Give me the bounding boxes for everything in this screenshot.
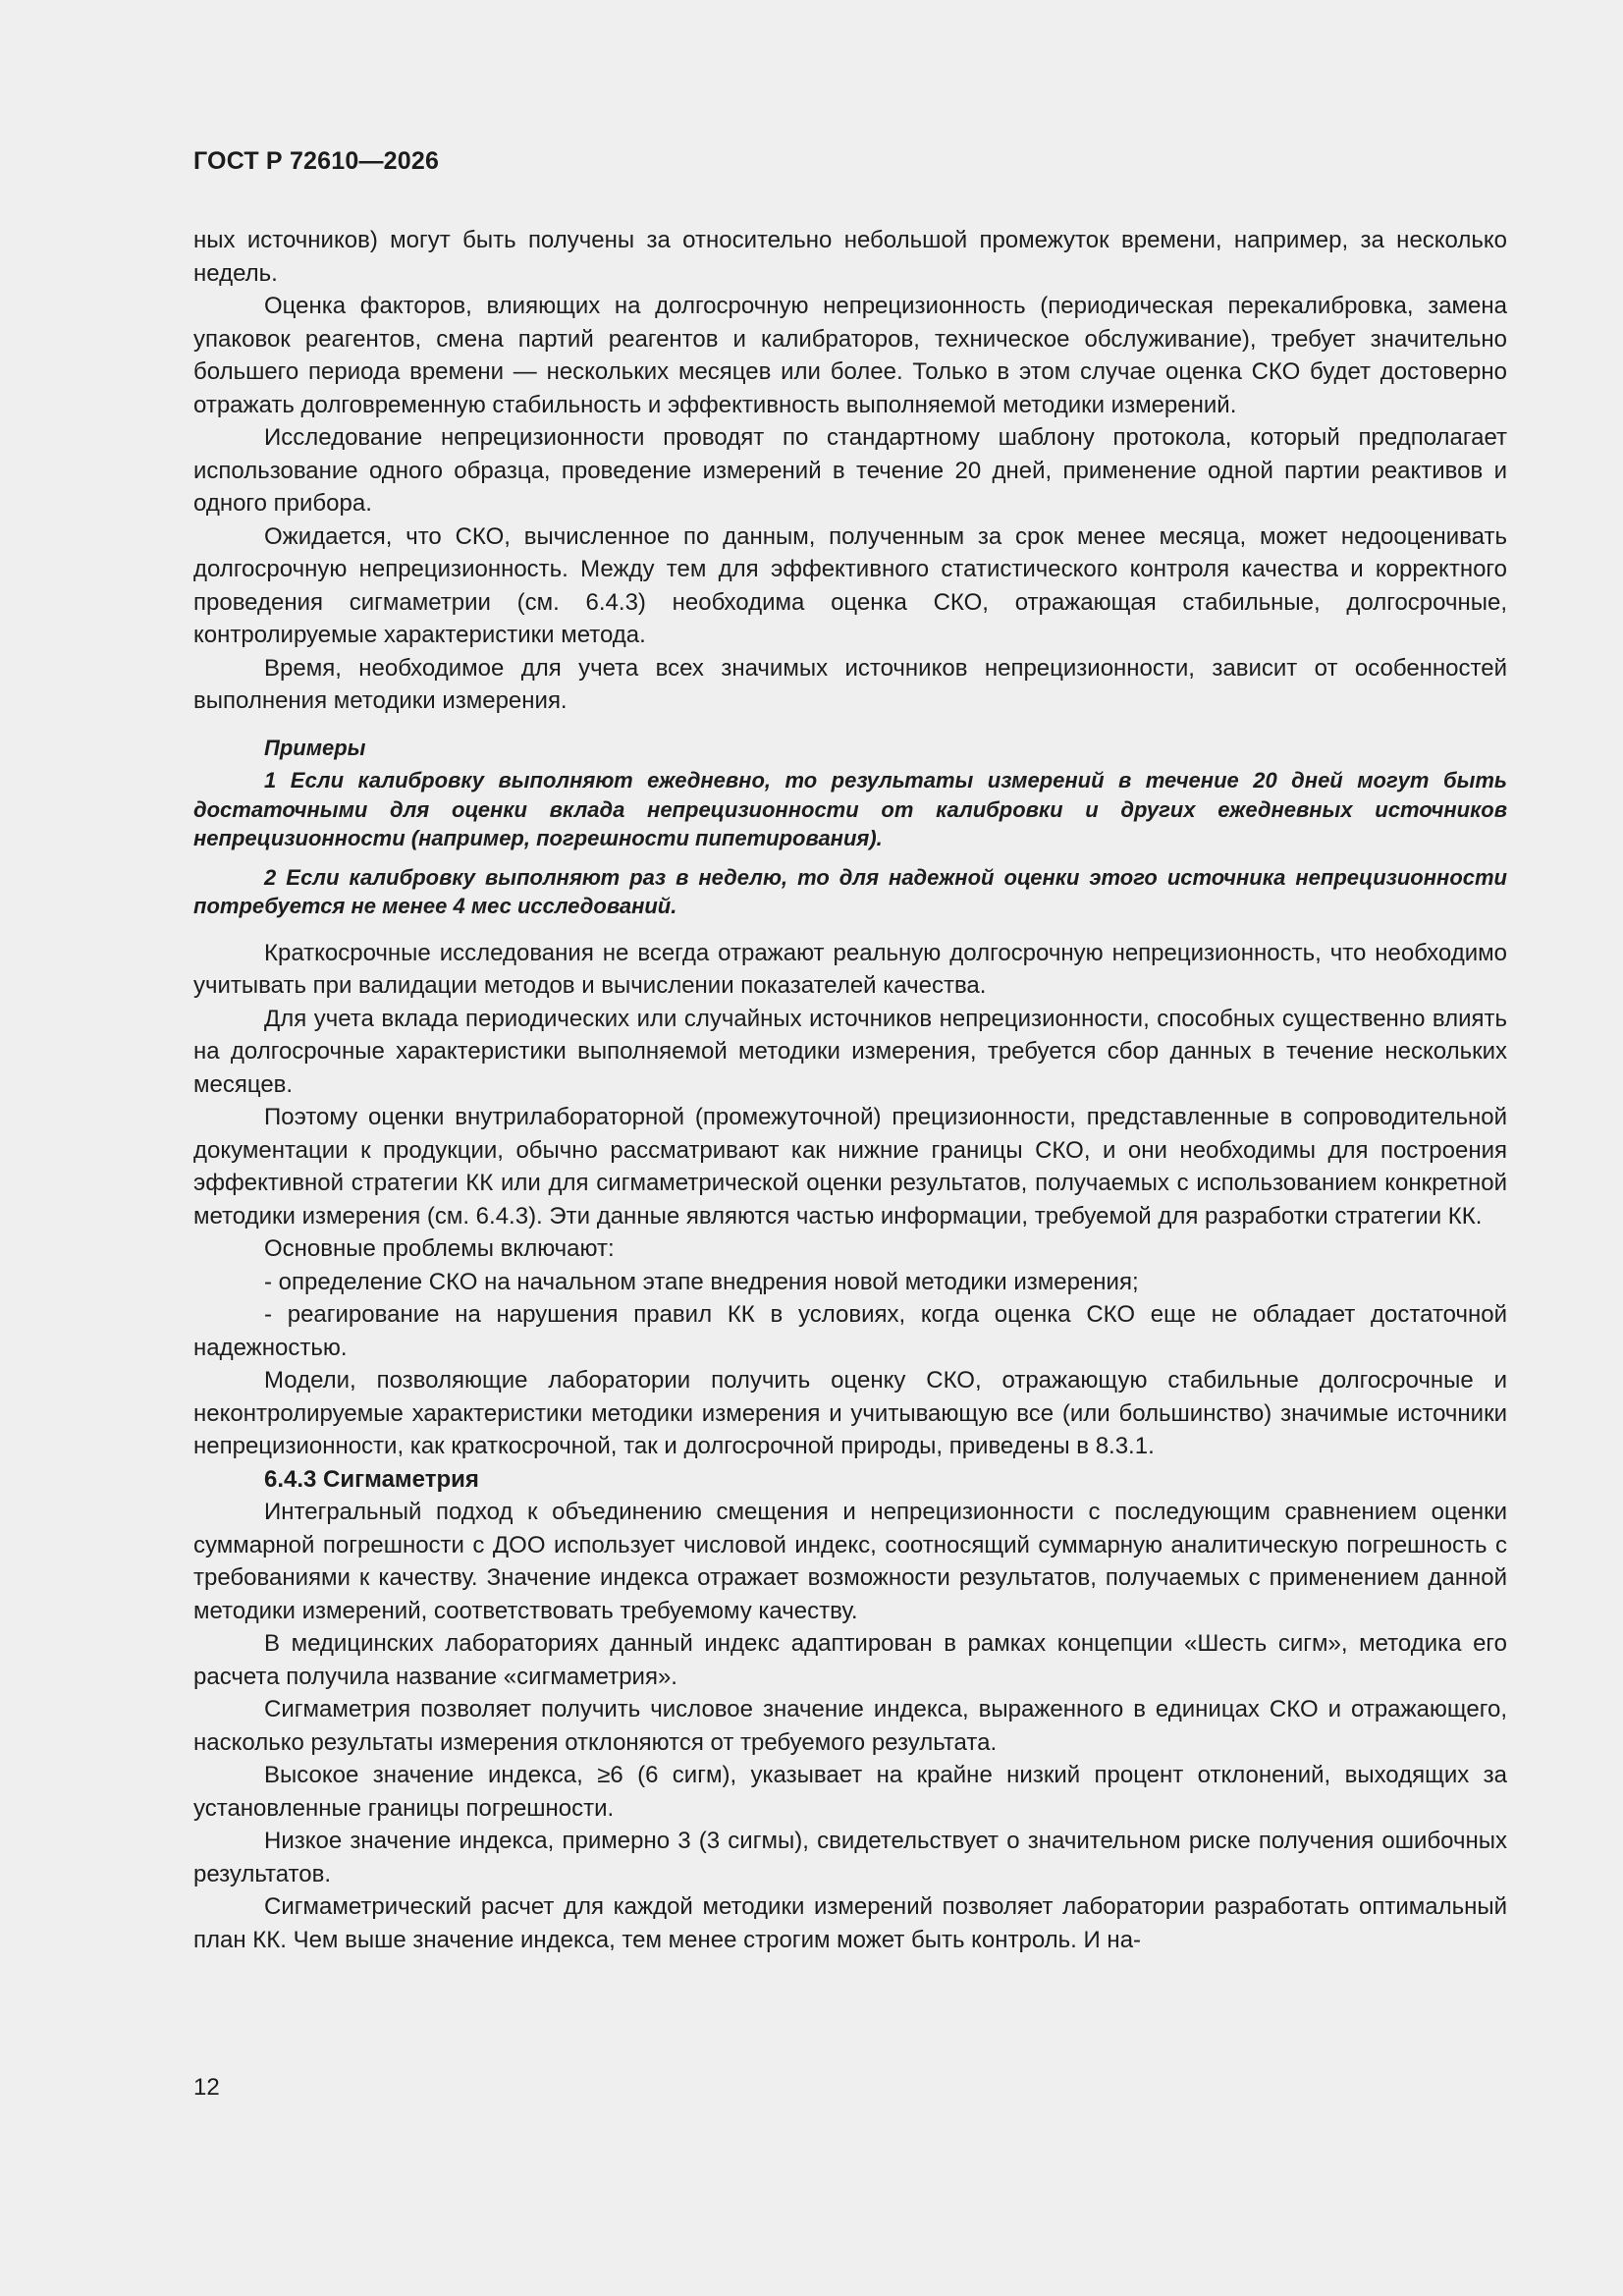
example-item: 1 Если калибровку выполняют ежедневно, то результаты измерений в течение 20 дней могут быть достаточными для оценки вклада непрецизионности от калибровки и других ежедневных источников непрецизионности (например, погрешности пипетирования). xyxy=(193,768,1507,850)
document-header: ГОСТ Р 72610—2026 xyxy=(193,147,440,175)
examples-title: Примеры xyxy=(264,735,366,760)
paragraph: ных источников) могут быть получены за относительно небольшой промежуток времени, например, за несколько недель. xyxy=(193,227,1507,287)
paragraph: Краткосрочные исследования не всегда отражают реальную долгосрочную непрецизионность, что необходимо учитывать при валидации методов и вычислении показателей качества. xyxy=(193,939,1507,999)
section-heading: 6.4.3 Сигмаметрия xyxy=(264,1465,479,1493)
paragraph: Интегральный подход к объединению смещения и непрецизионности с последующим сравнением оценки суммарной погрешности с ДОО использует числовой индекс, соотносящий суммарную аналитическую погрешность с требованиями к качеству. Значение индекса отражает возможности результатов, получаемых с применением данной методики измерений, соответствовать требуемому качеству. xyxy=(193,1499,1507,1624)
paragraph: Низкое значение индекса, примерно 3 (3 сигмы), свидетельствует о значительном риске получения ошибочных результатов. xyxy=(193,1828,1507,1887)
list-item: - определение СКО на начальном этапе внедрения новой методики измерения; xyxy=(264,1268,1139,1295)
paragraph: Модели, позволяющие лаборатории получить оценку СКО, отражающую стабильные долгосрочные и неконтролируемые характеристики методики измерения и учитывающую все (или большинство) значимые источники непрецизионности, как краткосрочной, так и долгосрочной природы, приведены в 8.3.1. xyxy=(193,1367,1507,1459)
paragraph: Время, необходимое для учета всех значимых источников непрецизионности, зависит от особенностей выполнения методики измерения. xyxy=(193,654,1507,714)
paragraph: Высокое значение индекса, ≥6 (6 сигм), указывает на крайне низкий процент отклонений, выходящих за установленные границы погрешности. xyxy=(193,1762,1507,1822)
page-number: 12 xyxy=(193,2074,220,2101)
paragraph: Поэтому оценки внутрилабораторной (промежуточной) прецизионности, представленные в сопроводительной документации к продукции, обычно рассматривают как нижние границы СКО, и они необходимы для построения эффективной стратегии КК или для сигмаметрической оценки результатов, получаемых с использованием конкретной методики измерения (см. 6.4.3). Эти данные являются частью информации, требуемой для разработки стратегии КК. xyxy=(193,1104,1507,1230)
list-item: - реагирование на нарушения правил КК в условиях, когда оценка СКО еще не обладает достаточной надежностью. xyxy=(193,1301,1507,1361)
document-body xyxy=(193,224,1507,1956)
example-item: 2 Если калибровку выполняют раз в неделю, то для надежной оценки этого источника непрецизионности потребуется не менее 4 мес исследований. xyxy=(193,864,1507,918)
paragraph: Основные проблемы включают: xyxy=(264,1235,615,1262)
paragraph: В медицинских лабораториях данный индекс адаптирован в рамках концепции «Шесть сигм», методика его расчета получила название «сигмаметрия». xyxy=(193,1630,1507,1690)
paragraph: Сигмаметрия позволяет получить числовое значение индекса, выраженного в единицах СКО и отражающего, насколько результаты измерения отклоняются от требуемого результата. xyxy=(193,1696,1507,1756)
paragraph: Ожидается, что СКО, вычисленное по данным, полученным за срок менее месяца, может недооценивать долгосрочную непрецизионность. Между тем для эффективного статистического контроля качества и корректного проведения сигмаметрии (см. 6.4.3) необходима оценка СКО, отражающая стабильные, долгосрочные, контролируемые характеристики метода. xyxy=(193,522,1507,648)
paragraph: Исследование непрецизионности проводят по стандартному шаблону протокола, который предполагает использование одного образца, проведение измерений в течение 20 дней, применение одной партии реактивов и одного прибора. xyxy=(193,424,1507,517)
paragraph: Оценка факторов, влияющих на долгосрочную непрецизионность (периодическая перекалибровка, замена упаковок реагентов, смена партий реагентов и калибраторов, техническое обслуживание), требует значительно большего периода времени — нескольких месяцев или более. Только в этом случае оценка СКО будет достоверно отражать долговременную стабильность и эффективность выполняемой методики измерений. xyxy=(193,293,1507,418)
paragraph: Сигмаметрический расчет для каждой методики измерений позволяет лаборатории разработать оптимальный план КК. Чем выше значение индекса, тем менее строгим может быть контроль. И на- xyxy=(193,1893,1507,1953)
paragraph: Для учета вклада периодических или случайных источников непрецизионности, способных существенно влиять на долгосрочные характеристики выполняемой методики измерения, требуется сбор данных в течение нескольких месяцев. xyxy=(193,1005,1507,1098)
